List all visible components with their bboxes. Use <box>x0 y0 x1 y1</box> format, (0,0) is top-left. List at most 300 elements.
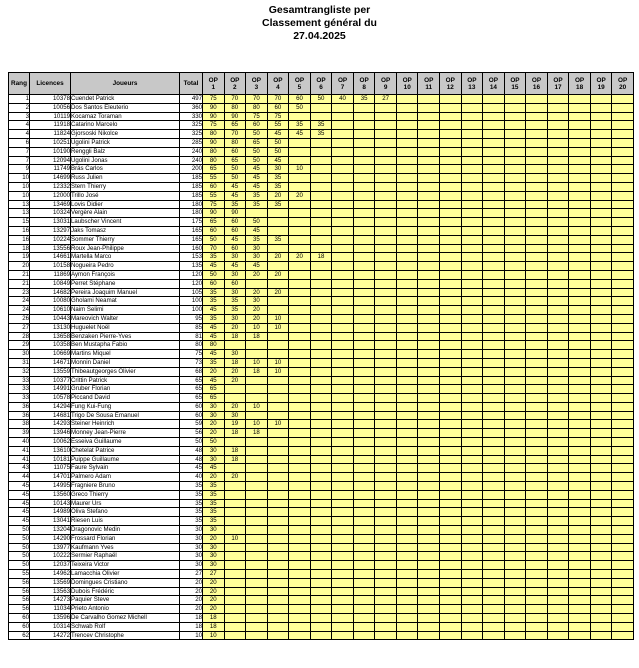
op-score-cell <box>590 561 612 570</box>
op-score-cell <box>375 446 397 455</box>
op-score-cell: 18 <box>246 367 268 376</box>
op-score-cell <box>590 411 612 420</box>
op-score-cell <box>289 490 311 499</box>
op-score-cell <box>612 130 634 139</box>
op-score-cell: 50 <box>246 218 268 227</box>
op-score-cell <box>526 622 548 631</box>
licence-cell: 14682 <box>30 288 71 297</box>
header-op-prefix: OP <box>337 76 348 84</box>
header-op-prefix: OP <box>596 76 606 84</box>
op-score-cell <box>246 631 268 640</box>
op-score-cell <box>332 499 354 508</box>
op-score-cell <box>590 297 612 306</box>
op-score-cell <box>590 138 612 147</box>
header-op-number: 5 <box>297 83 302 91</box>
op-score-cell: 35 <box>224 306 246 315</box>
header-rang: Rang <box>9 73 30 95</box>
op-score-cell <box>547 394 569 403</box>
op-score-cell <box>418 464 440 473</box>
op-score-cell <box>547 147 569 156</box>
op-score-cell <box>547 103 569 112</box>
op-score-cell <box>526 358 548 367</box>
op-score-cell <box>569 95 591 104</box>
op-score-cell <box>418 358 440 367</box>
op-score-cell <box>590 314 612 323</box>
rank-cell: 28 <box>9 332 30 341</box>
op-score-cell <box>461 614 483 623</box>
op-score-cell <box>526 270 548 279</box>
total-cell: 240 <box>180 147 203 156</box>
op-score-cell <box>310 270 332 279</box>
op-score-cell <box>526 253 548 262</box>
rank-cell: 50 <box>9 543 30 552</box>
op-score-cell: 90 <box>224 209 246 218</box>
op-score-cell <box>569 605 591 614</box>
op-score-cell <box>547 385 569 394</box>
op-score-cell <box>590 112 612 121</box>
op-score-cell <box>612 235 634 244</box>
op-score-cell <box>310 614 332 623</box>
op-score-cell <box>547 306 569 315</box>
op-score-cell <box>396 323 418 332</box>
table-row <box>9 323 634 332</box>
op-score-cell: 70 <box>267 95 289 104</box>
op-score-cell <box>332 156 354 165</box>
op-score-cell <box>310 138 332 147</box>
op-score-cell <box>590 490 612 499</box>
rank-cell: 38 <box>9 420 30 429</box>
header-op-number: 16 <box>532 83 541 91</box>
player-name-cell: Brás Carlos <box>71 165 180 174</box>
op-score-cell <box>547 552 569 561</box>
op-score-cell <box>418 490 440 499</box>
op-score-cell <box>440 112 462 121</box>
op-score-cell <box>526 438 548 447</box>
player-name-cell: Crittin Patrick <box>71 376 180 385</box>
rank-cell: 41 <box>9 446 30 455</box>
op-score-cell <box>353 332 375 341</box>
op-score-cell <box>526 297 548 306</box>
op-score-cell <box>267 578 289 587</box>
op-score-cell: 20 <box>203 367 225 376</box>
op-score-cell <box>461 306 483 315</box>
op-score-cell <box>547 596 569 605</box>
op-score-cell <box>353 323 375 332</box>
licence-cell: 11869 <box>30 270 71 279</box>
op-score-cell <box>246 473 268 482</box>
op-score-cell <box>569 482 591 491</box>
total-cell: 325 <box>180 121 203 130</box>
player-name-cell: Dubois Frédéric <box>71 587 180 596</box>
op-score-cell <box>289 341 311 350</box>
op-score-cell <box>418 253 440 262</box>
op-score-cell <box>483 534 505 543</box>
op-score-cell: 45 <box>267 156 289 165</box>
op-score-cell <box>569 490 591 499</box>
op-score-cell <box>526 279 548 288</box>
op-score-cell <box>396 587 418 596</box>
op-score-cell <box>547 121 569 130</box>
op-score-cell <box>310 587 332 596</box>
op-score-cell <box>396 543 418 552</box>
op-score-cell <box>396 596 418 605</box>
op-score-cell <box>483 244 505 253</box>
op-score-cell: 65 <box>203 218 225 227</box>
op-score-cell <box>504 191 526 200</box>
op-score-cell <box>289 482 311 491</box>
op-score-cell <box>332 226 354 235</box>
op-score-cell <box>267 218 289 227</box>
player-name-cell: Perret Stéphane <box>71 279 180 288</box>
op-score-cell <box>483 473 505 482</box>
op-score-cell <box>504 235 526 244</box>
op-score-cell <box>547 482 569 491</box>
licence-cell: 14991 <box>30 385 71 394</box>
op-score-cell: 20 <box>246 270 268 279</box>
licence-cell: 10080 <box>30 297 71 306</box>
op-score-cell <box>461 420 483 429</box>
op-score-cell <box>612 482 634 491</box>
table-row <box>9 358 634 367</box>
player-name-cell: Gruber Florian <box>71 385 180 394</box>
op-score-cell: 20 <box>224 323 246 332</box>
op-score-cell: 55 <box>203 174 225 183</box>
op-score-cell <box>612 587 634 596</box>
op-score-cell: 70 <box>246 95 268 104</box>
op-score-cell <box>440 534 462 543</box>
op-score-cell <box>504 270 526 279</box>
op-score-cell <box>504 288 526 297</box>
op-score-cell <box>332 622 354 631</box>
op-score-cell <box>547 578 569 587</box>
rank-cell: 50 <box>9 526 30 535</box>
op-score-cell <box>590 306 612 315</box>
op-score-cell <box>569 323 591 332</box>
op-score-cell <box>483 262 505 271</box>
op-score-cell <box>590 279 612 288</box>
op-score-cell <box>569 138 591 147</box>
op-score-cell <box>612 438 634 447</box>
op-score-cell <box>440 561 462 570</box>
op-score-cell <box>612 279 634 288</box>
rank-cell: 56 <box>9 605 30 614</box>
op-score-cell <box>310 420 332 429</box>
op-score-cell <box>440 314 462 323</box>
op-score-cell <box>526 323 548 332</box>
op-score-cell <box>289 587 311 596</box>
header-op-prefix: OP <box>251 76 261 84</box>
table-row <box>9 253 634 262</box>
op-score-cell <box>310 218 332 227</box>
op-score-cell: 80 <box>203 341 225 350</box>
op-score-cell <box>612 270 634 279</box>
rank-cell: 45 <box>9 517 30 526</box>
table-row <box>9 103 634 112</box>
op-score-cell: 35 <box>246 191 268 200</box>
op-score-cell <box>590 350 612 359</box>
op-score-cell: 50 <box>224 174 246 183</box>
op-score-cell <box>526 508 548 517</box>
table-row <box>9 578 634 587</box>
rank-cell: 33 <box>9 376 30 385</box>
op-score-cell: 30 <box>246 244 268 253</box>
header-op-number: 6 <box>319 83 323 91</box>
total-cell: 56 <box>180 429 203 438</box>
op-score-cell <box>483 297 505 306</box>
op-score-cell <box>569 209 591 218</box>
rank-cell: 1 <box>9 95 30 104</box>
op-score-cell <box>418 332 440 341</box>
op-score-cell: 35 <box>203 358 225 367</box>
op-score-cell <box>612 402 634 411</box>
table-row <box>9 534 634 543</box>
rank-cell: 9 <box>9 165 30 174</box>
op-score-cell <box>310 446 332 455</box>
op-score-cell <box>440 121 462 130</box>
op-score-cell: 45 <box>203 323 225 332</box>
op-score-cell <box>440 543 462 552</box>
op-score-cell <box>569 244 591 253</box>
op-score-cell <box>612 358 634 367</box>
op-score-cell <box>526 95 548 104</box>
op-score-cell <box>547 517 569 526</box>
op-score-cell <box>353 350 375 359</box>
op-score-cell <box>310 473 332 482</box>
op-score-cell <box>375 297 397 306</box>
op-score-cell <box>289 314 311 323</box>
player-name-cell: Piccand David <box>71 394 180 403</box>
op-score-cell <box>526 200 548 209</box>
op-score-cell <box>569 121 591 130</box>
op-score-cell <box>612 411 634 420</box>
op-score-cell <box>483 270 505 279</box>
op-score-cell <box>440 394 462 403</box>
op-score-cell <box>612 200 634 209</box>
player-name-cell: Trencev Christophe <box>71 631 180 640</box>
op-score-cell: 75 <box>246 112 268 121</box>
op-score-cell <box>440 596 462 605</box>
op-score-cell <box>483 174 505 183</box>
op-score-cell <box>224 464 246 473</box>
op-score-cell <box>396 552 418 561</box>
op-score-cell <box>375 385 397 394</box>
op-score-cell <box>246 543 268 552</box>
player-name-cell: Teixeira Victor <box>71 561 180 570</box>
op-score-cell <box>461 191 483 200</box>
table-row <box>9 429 634 438</box>
op-score-cell <box>396 508 418 517</box>
op-score-cell <box>569 350 591 359</box>
op-score-cell <box>332 570 354 579</box>
op-score-cell <box>440 446 462 455</box>
op-score-cell <box>547 253 569 262</box>
op-score-cell: 35 <box>203 508 225 517</box>
op-score-cell <box>375 262 397 271</box>
rank-cell: 2 <box>9 103 30 112</box>
table-row <box>9 138 634 147</box>
op-score-cell: 60 <box>224 147 246 156</box>
op-score-cell <box>526 367 548 376</box>
total-cell: 35 <box>180 482 203 491</box>
rank-cell: 45 <box>9 490 30 499</box>
player-name-cell: Aymon François <box>71 270 180 279</box>
op-score-cell <box>396 112 418 121</box>
op-score-cell <box>569 182 591 191</box>
rank-cell: 55 <box>9 570 30 579</box>
header-op-7 <box>332 73 354 95</box>
licence-cell: 14681 <box>30 411 71 420</box>
op-score-cell <box>612 534 634 543</box>
op-score-cell <box>483 191 505 200</box>
op-score-cell <box>569 631 591 640</box>
op-score-cell <box>289 367 311 376</box>
op-score-cell <box>440 570 462 579</box>
op-score-cell <box>569 130 591 139</box>
rank-cell: 10 <box>9 191 30 200</box>
op-score-cell <box>375 420 397 429</box>
op-score-cell <box>612 561 634 570</box>
op-score-cell <box>289 218 311 227</box>
op-score-cell <box>267 306 289 315</box>
op-score-cell: 20 <box>267 270 289 279</box>
op-score-cell: 35 <box>289 121 311 130</box>
op-score-cell <box>289 200 311 209</box>
op-score-cell <box>310 561 332 570</box>
total-cell: 185 <box>180 182 203 191</box>
player-name-cell: Trillo José <box>71 191 180 200</box>
header-op-prefix: OP <box>488 76 498 84</box>
op-score-cell <box>440 517 462 526</box>
op-score-cell <box>461 429 483 438</box>
op-score-cell <box>375 279 397 288</box>
op-score-cell <box>246 614 268 623</box>
header-joueurs: Joueurs <box>71 73 180 95</box>
op-score-cell <box>396 200 418 209</box>
total-cell: 240 <box>180 156 203 165</box>
op-score-cell <box>440 473 462 482</box>
op-score-cell <box>526 631 548 640</box>
op-score-cell <box>461 209 483 218</box>
op-score-cell: 60 <box>203 279 225 288</box>
op-score-cell <box>440 103 462 112</box>
op-score-cell <box>267 394 289 403</box>
op-score-cell <box>590 596 612 605</box>
op-score-cell <box>612 121 634 130</box>
op-score-cell <box>547 614 569 623</box>
op-score-cell: 18 <box>224 446 246 455</box>
op-score-cell <box>590 235 612 244</box>
op-score-cell <box>569 402 591 411</box>
op-score-cell <box>526 561 548 570</box>
op-score-cell: 75 <box>267 112 289 121</box>
op-score-cell <box>310 288 332 297</box>
op-score-cell: 50 <box>203 270 225 279</box>
op-score-cell <box>289 429 311 438</box>
op-score-cell <box>461 517 483 526</box>
op-score-cell <box>612 490 634 499</box>
op-score-cell <box>396 605 418 614</box>
op-score-cell: 45 <box>203 376 225 385</box>
op-score-cell <box>332 235 354 244</box>
op-score-cell <box>375 552 397 561</box>
op-score-cell <box>267 376 289 385</box>
op-score-cell <box>418 429 440 438</box>
op-score-cell: 65 <box>203 394 225 403</box>
op-score-cell <box>375 570 397 579</box>
op-score-cell <box>547 288 569 297</box>
op-score-cell <box>267 596 289 605</box>
op-score-cell: 10 <box>267 367 289 376</box>
op-score-cell <box>612 473 634 482</box>
op-score-cell <box>612 614 634 623</box>
total-cell: 20 <box>180 605 203 614</box>
op-score-cell <box>375 411 397 420</box>
op-score-cell <box>246 464 268 473</box>
op-score-cell <box>547 622 569 631</box>
op-score-cell <box>289 235 311 244</box>
op-score-cell <box>310 182 332 191</box>
op-score-cell <box>569 112 591 121</box>
op-score-cell <box>332 147 354 156</box>
op-score-cell <box>289 112 311 121</box>
op-score-cell <box>504 552 526 561</box>
op-score-cell <box>267 429 289 438</box>
player-name-cell: Gholami Neamat <box>71 297 180 306</box>
op-score-cell <box>375 341 397 350</box>
op-score-cell <box>547 174 569 183</box>
op-score-cell <box>353 235 375 244</box>
op-score-cell <box>246 596 268 605</box>
licence-cell: 13596 <box>30 614 71 623</box>
op-score-cell: 35 <box>203 253 225 262</box>
player-name-cell: Maurer Urs <box>71 499 180 508</box>
rank-cell: 4 <box>9 130 30 139</box>
rank-cell: 41 <box>9 455 30 464</box>
op-score-cell <box>310 209 332 218</box>
op-score-cell <box>332 121 354 130</box>
table-row <box>9 147 634 156</box>
op-score-cell <box>504 446 526 455</box>
op-score-cell <box>353 226 375 235</box>
op-score-cell <box>310 191 332 200</box>
player-name-cell: Vergère Alain <box>71 209 180 218</box>
op-score-cell: 35 <box>353 95 375 104</box>
op-score-cell <box>504 490 526 499</box>
op-score-cell: 30 <box>203 411 225 420</box>
op-score-cell <box>418 570 440 579</box>
op-score-cell <box>396 394 418 403</box>
op-score-cell <box>375 605 397 614</box>
op-score-cell: 18 <box>246 332 268 341</box>
licence-cell: 13658 <box>30 332 71 341</box>
table-row <box>9 385 634 394</box>
op-score-cell: 75 <box>203 121 225 130</box>
op-score-cell <box>483 614 505 623</box>
player-name-cell: Russ Julien <box>71 174 180 183</box>
op-score-cell <box>418 561 440 570</box>
op-score-cell <box>440 526 462 535</box>
op-score-cell <box>590 244 612 253</box>
total-cell: 180 <box>180 209 203 218</box>
op-score-cell <box>504 420 526 429</box>
op-score-cell <box>612 332 634 341</box>
licence-cell: 14294 <box>30 402 71 411</box>
op-score-cell <box>375 464 397 473</box>
op-score-cell <box>396 95 418 104</box>
op-score-cell <box>353 438 375 447</box>
op-score-cell <box>569 376 591 385</box>
op-score-cell <box>569 570 591 579</box>
